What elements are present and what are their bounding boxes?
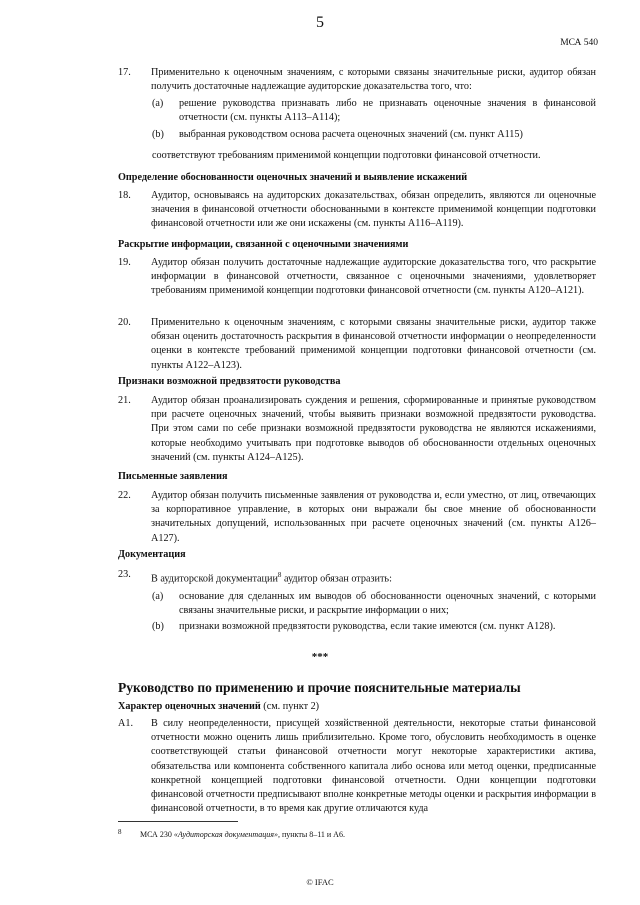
subsection-title: Характер оценочных значений <box>118 701 261 712</box>
paragraph-text <box>151 568 596 587</box>
section-heading: Раскрытие информации, связанной с оценочными значениями <box>118 239 409 250</box>
paragraph-a1 <box>118 717 596 816</box>
footnote-title: «Аудиторская документация» <box>173 830 278 839</box>
section-heading: Определение обоснованности оценочных значений и выявление искажений <box>118 172 468 183</box>
paragraph-22 <box>118 489 596 546</box>
paragraph-23 <box>118 568 596 587</box>
section-separator: *** <box>311 651 329 663</box>
paragraph-text: Аудитор обязан получить достаточные надлежащие аудиторские доказательства того, что раскрытие информации в финансовой отчетности, связанное с оценочными значениями, удовлетворяет требованиям применимой концепции подготовки финансовой отчетности (см. пункты А120–А121). <box>151 257 596 297</box>
footnote-text-start: МСА 230 <box>140 830 174 839</box>
paragraph-21 <box>118 394 596 465</box>
paragraph-number: 22. <box>118 490 131 501</box>
item-text: основание для сделанных им выводов об обоснованности оценочных значений, с которыми связаны значительные риски, и раскрытие информации о них; <box>179 591 596 617</box>
subsection-ref: (см. пункт 2) <box>260 701 320 712</box>
list-item-b <box>152 128 596 142</box>
paragraph-17 <box>118 66 596 94</box>
paragraph-text: Применительно к оценочным значениям, с которыми связаны значительные риски, аудитор обязан получить достаточные надлежащие аудиторские доказательства того, что: <box>151 67 596 93</box>
paragraph-text: Аудитор обязан проанализировать суждения и решения, сформированные и принятые руководством при расчете оценочных значений, чтобы выявить признаки возможной предвзятости руководства. При этом сами по себе признаки возможной предвзятости руководства не являются искажениями, которые необходимо учитывать при подготовке выводов об обоснованности отдельных оценочных значений (см. пункты А124–А125). <box>151 395 596 463</box>
paragraph-text: В силу неопределенности, присущей хозяйственной деятельности, некоторые статьи финансовой отчетности можно оценить лишь приблизительно. Кроме того, обусловить необходимость в оценке соответствующей статьи финансовой отчетности могут некоторые характеристики актива, обязательства или компонента собственного капитала либо основа или метод оценки, предписанные конкретной концепцией подготовки финансовой отчетности. Одни концепции подготовки финансовой отчетности предписывают вполне конкретные методы оценки и раскрытия информации в финансовой отчетности, в то время как другие отличаются куда <box>151 718 596 815</box>
list-item-a <box>152 97 596 125</box>
paragraph-number: А1. <box>118 718 133 729</box>
paragraph-number: 20. <box>118 317 131 328</box>
paragraph-20 <box>118 316 596 373</box>
paragraph-text-end: аудитор обязан отразить: <box>281 573 392 585</box>
item-text: выбранная руководством основа расчета оценочных значений (см. пункт А115) <box>179 129 523 140</box>
page-number: 5 <box>316 14 324 31</box>
page-footer: © IFAC <box>306 877 334 887</box>
subsection-heading <box>118 701 319 712</box>
paragraph-text: Аудитор, основываясь на аудиторских доказательствах, обязан определить, являются ли оценочные значения в финансовой отчетности обоснованными в контексте применимой концепции подготовки финансовой отчетности или же они искажены (см. пункты А116–А119). <box>151 190 596 230</box>
footnote-ref: 8 <box>277 571 282 579</box>
paragraph-19 <box>118 256 596 299</box>
paragraph-number: 21. <box>118 395 131 406</box>
document-code: МСА 540 <box>560 38 598 48</box>
paragraph-number: 23. <box>118 569 131 580</box>
paragraph-text-start: В аудиторской документации <box>151 573 278 585</box>
paragraph-number: 18. <box>118 190 131 201</box>
paragraph-17-tail: соответствуют требованиям применимой концепции подготовки финансовой отчетности. <box>152 150 541 161</box>
item-label: (a) <box>152 591 164 602</box>
footnote <box>118 830 345 839</box>
footnote-divider <box>118 821 238 822</box>
section-heading: Письменные заявления <box>118 471 228 482</box>
item-text: признаки возможной предвзятости руководства, если такие имеются (см. пункт А128). <box>179 621 556 632</box>
item-label: (b) <box>152 621 164 632</box>
main-section-title: Руководство по применению и прочие пояснительные материалы <box>118 680 521 695</box>
section-heading: Документация <box>118 549 186 560</box>
section-heading: Признаки возможной предвзятости руководства <box>118 376 341 387</box>
list-item-a <box>152 590 596 618</box>
list-item-b <box>152 620 596 634</box>
paragraph-number: 19. <box>118 257 131 268</box>
item-text: решение руководства признавать либо не признавать оценочные значения в финансовой отчетности (см. пункты А113–А114); <box>179 98 596 124</box>
footnote-mark: 8 <box>118 828 122 836</box>
paragraph-number: 17. <box>118 67 131 78</box>
paragraph-text: Аудитор обязан получить письменные заявления от руководства и, если уместно, от лиц, отвечающих за корпоративное управление, в которых они выражали бы свое мнение об обоснованности значительных допущений, использованных при расчете оценочных значений (см. пункты А126–А127). <box>151 490 596 544</box>
item-label: (b) <box>152 129 164 140</box>
paragraph-18 <box>118 189 596 232</box>
footnote-text <box>140 830 345 839</box>
paragraph-text: Применительно к оценочным значениям, с которыми связаны значительные риски, аудитор также обязан оценить достаточность раскрытия в финансовой отчетности информации о неопределенности оценки в контексте требований применимой концепции подготовки финансовой отчетности (см. пункты А122–А123). <box>151 317 596 371</box>
item-label: (a) <box>152 98 164 109</box>
footnote-text-end: , пункты 8–11 и А6. <box>277 830 345 839</box>
